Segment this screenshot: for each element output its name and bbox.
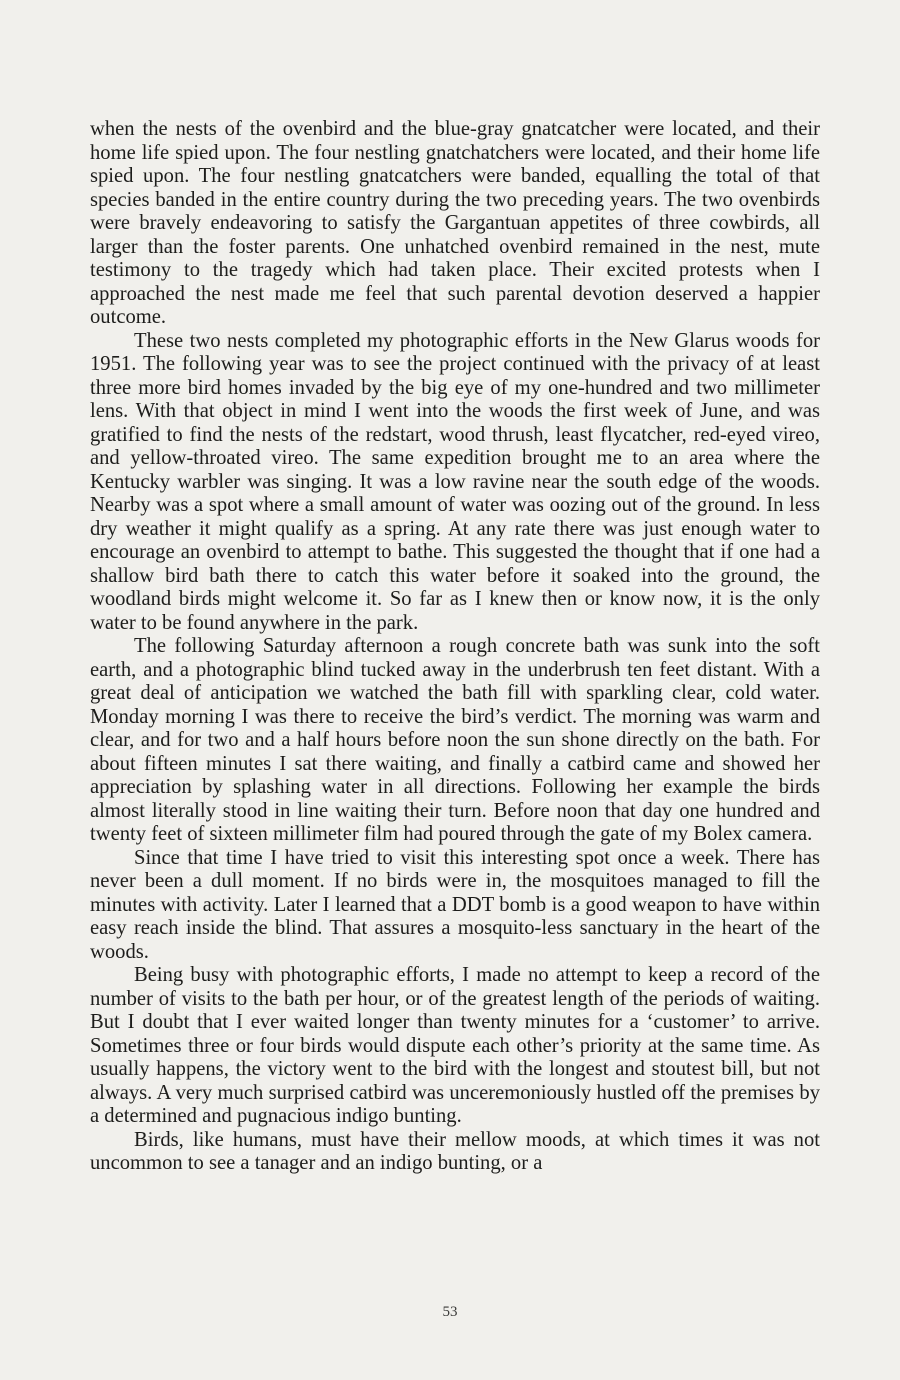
paragraph-photographic-efforts: Being busy with photographic efforts, I made no attempt to keep a record of the number of visits to the bath per hour, or of the greatest length of the periods of waiting. But I doubt that I ever waited longer than twenty minutes for a ‘customer’ to arrive. Sometimes three or four birds would dispute each other’s priority at the same time. As usually happens, the victory went to the bird with the longest and stoutest bill, but not always. A very much surprised catbird was unceremoniously hustled off the premises by a determined and pugnacious indigo bunting. <box>90 964 820 1127</box>
paragraph-weekly-visits: Since that time I have tried to visit this interesting spot once a week. There has never been a dull moment. If no birds were in, the mosquitoes managed to fill the minutes with activity. Later I learned that a DDT bomb is a good weapon to have within easy reach inside the blind. That assures a mosquito-less sanctuary in the heart of the woods. <box>90 846 820 963</box>
paragraph-bird-bath: The following Saturday afternoon a rough concrete bath was sunk into the soft earth, and a photographic blind tucked away in the underbrush ten feet distant. With a great deal of anticipation we watched the bath fill with sparkling clear, cold water. Monday morning I was there to receive the bird’s verdict. The morning was warm and clear, and for two and a half hours before noon the sun shone directly on the bath. For about fifteen minutes I sat there waiting, and finally a catbird came and showed her appreciation by splashing water in all directions. Following her example the birds almost literally stood in line waiting their turn. Before noon that day one hundred and twenty feet of sixteen millimeter film had poured through the gate of my Bolex camera. <box>90 635 820 845</box>
paragraph-new-glarus-woods: These two nests completed my photographic efforts in the New Glarus woods for 1951. The following year was to see the project continued with the privacy of at least three more bird homes invaded by the big eye of my one-hundred and two millimeter lens. With that object in mind I went into the woods the first week of June, and was gratified to find the nests of the redstart, wood thrush, least flycatcher, red-eyed vireo, and yellow-throated vireo. The same expedition brought me to an area where the Kentucky warbler was singing. It was a low ravine near the south edge of the woods. Nearby was a spot where a small amount of water was oozing out of the ground. In less dry weather it might qualify as a spring. At any rate there was just enough water to encourage an ovenbird to attempt to bathe. This suggested the thought that if one had a shallow bird bath there to catch this water before it soaked into the ground, the woodland birds might welcome it. So far as I knew then or know now, it is the only water to be found anywhere in the park. <box>90 329 820 634</box>
paragraph-mellow-moods: Birds, like humans, must have their mellow moods, at which times it was not uncommon to see a tanager and an indigo bunting, or a <box>90 1128 820 1174</box>
paragraph-continued-ovenbird-gnatcatcher: when the nests of the ovenbird and the blue-gray gnatcatcher were located, and their home life spied upon. The four nestling gnatchatchers were located, and their home life spied upon. The four nestling gnatcatchers were banded, equalling the total of that species banded in the entire country during the two preceding years. The two ovenbirds were bravely endeavoring to satisfy the Gargantuan appetites of three cowbirds, all larger than the foster parents. One unhatched ovenbird remained in the nest, mute testimony to the tragedy which had taken place. Their excited protests when I approached the nest made me feel that such parental devotion deserved a happier outcome. <box>90 118 820 328</box>
page-body <box>90 118 820 1176</box>
page-number: 53 <box>442 1304 458 1320</box>
